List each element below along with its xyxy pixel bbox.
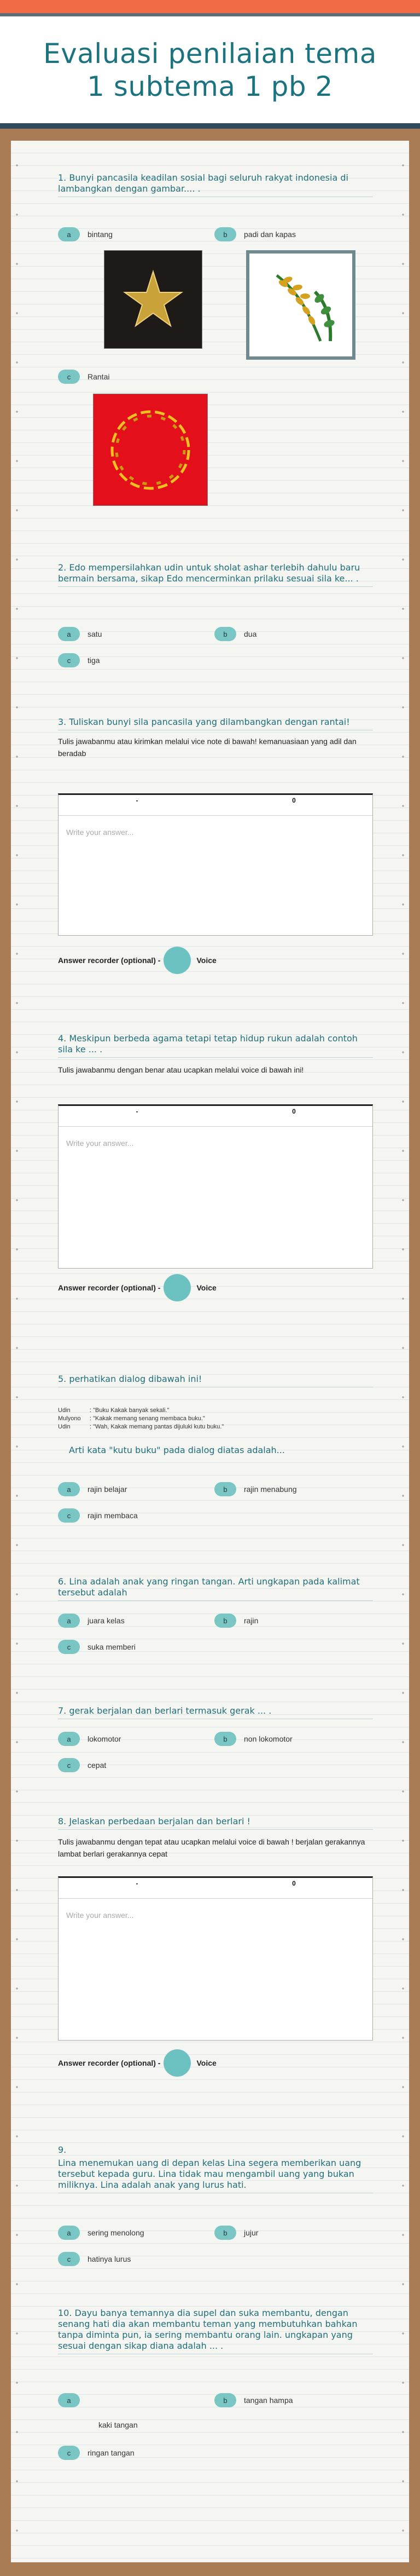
- star-image: [104, 250, 202, 349]
- record-button[interactable]: [164, 947, 191, 974]
- q7-option-b[interactable]: [214, 1732, 293, 1746]
- page-title: Evaluasi penilaian tema 1 subtema 1 pb 2: [43, 37, 377, 102]
- option-letter: a: [58, 1732, 80, 1746]
- question-6: [58, 1576, 373, 1601]
- option-letter: a: [58, 2393, 80, 2407]
- option-letter: a: [58, 1482, 80, 1496]
- question-5-text: 5. perhatikan dialog dibawah ini!: [58, 1374, 373, 1387]
- dialog-line-3: Udin : "Wah, Kakak memang pantas dijuluki kutu buku.": [58, 1423, 224, 1430]
- q10-option-c[interactable]: [58, 2446, 135, 2460]
- answer-box-4[interactable]: [58, 1104, 373, 1269]
- q6-option-c[interactable]: [58, 1640, 136, 1654]
- option-letter: c: [58, 1640, 80, 1654]
- option-letter: b: [214, 1482, 236, 1496]
- option-letter: a: [58, 227, 80, 241]
- question-4-instruction: Tulis jawabanmu dengan benar atau ucapkan melalui voice di bawah ini!: [58, 1065, 304, 1074]
- record-button[interactable]: [164, 1274, 191, 1301]
- option-text: tiga: [88, 656, 100, 665]
- q1-option-c[interactable]: [58, 370, 109, 384]
- chain-image: [93, 394, 208, 506]
- option-letter: c: [58, 1758, 80, 1772]
- option-text: rajin menabung: [244, 1485, 297, 1494]
- answer-placeholder: Write your answer...: [66, 1911, 134, 1920]
- question-2-text: 2. Edo mempersilahkan udin untuk sholat ashar terlebih dahulu baru bermain bersama, sikap Edo mencerminkan prilaku sesuai sila ke... .: [58, 562, 373, 587]
- option-letter: a: [58, 1613, 80, 1628]
- q9-option-a[interactable]: [58, 2226, 144, 2240]
- q2-option-a[interactable]: [58, 627, 102, 641]
- option-text: tangan hampa: [244, 2396, 293, 2405]
- option-letter: c: [58, 1508, 80, 1523]
- option-text: padi dan kapas: [244, 230, 296, 239]
- question-9-number: 9.: [58, 2145, 67, 2155]
- question-9: [58, 2145, 373, 2193]
- star-icon: [104, 251, 202, 348]
- option-text: jujur: [244, 2228, 259, 2237]
- record-button[interactable]: [164, 2049, 191, 2077]
- option-text: lokomotor: [88, 1734, 121, 1743]
- question-1: [58, 172, 373, 197]
- option-letter: c: [58, 370, 80, 384]
- option-letter: a: [58, 627, 80, 641]
- answer-recorder-3: Answer recorder (optional) - Voice: [58, 947, 217, 974]
- q1-option-b[interactable]: [214, 227, 296, 241]
- q10-option-a[interactable]: [58, 2393, 88, 2407]
- question-8-instruction: Tulis jawabanmu dengan tepat atau ucapkan melalui voice di bawah ! berjalan gerakannya lambat berlari gerakannya cepat: [58, 1837, 365, 1858]
- question-5-subtext: Arti kata "kutu buku" pada dialog diatas adalah...: [69, 1445, 285, 1455]
- q6-option-a[interactable]: [58, 1613, 125, 1628]
- chain-icon: [94, 394, 207, 505]
- answer-recorder-4: Answer recorder (optional) - Voice: [58, 1274, 217, 1301]
- option-text: satu: [88, 630, 102, 638]
- answer-box-3[interactable]: [58, 793, 373, 936]
- option-letter: b: [214, 2226, 236, 2240]
- answer-box-header: - 0: [59, 1106, 372, 1127]
- question-8-text: 8. Jelaskan perbedaan berjalan dan berlari !: [58, 1816, 373, 1830]
- question-2: [58, 562, 373, 587]
- question-10: [58, 2308, 373, 2354]
- option-text: rajin: [244, 1616, 259, 1625]
- q9-option-c[interactable]: [58, 2252, 131, 2266]
- q7-option-c[interactable]: [58, 1758, 106, 1772]
- option-letter: c: [58, 653, 80, 667]
- rice-cotton-icon: [249, 253, 352, 356]
- option-text: sering menolong: [88, 2228, 144, 2237]
- header: [0, 16, 420, 129]
- option-text: dua: [244, 630, 257, 638]
- answer-placeholder: Write your answer...: [66, 828, 134, 837]
- option-text: suka memberi: [88, 1643, 136, 1651]
- question-4: [58, 1033, 373, 1292]
- question-4-text: 4. Meskipun berbeda agama tetapi tetap hidup rukun adalah contoh sila ke ... .: [58, 1033, 373, 1058]
- question-1-text: 1. Bunyi pancasila keadilan sosial bagi seluruh rakyat indonesia di lambangkan dengan gambar.... .: [58, 172, 373, 197]
- answer-recorder-8: Answer recorder (optional) - Voice: [58, 2049, 217, 2077]
- q2-option-c[interactable]: [58, 653, 100, 667]
- question-10-text: 10. Dayu banya temannya dia supel dan suka membantu, dengan senang hati dia akan membantu teman yang membutuhkan bahkan tanpa diminta pun, ia sering membantu orang lain. ungkapan yang sesuai dengan sikap diana adalah ... .: [58, 2308, 373, 2354]
- q5-option-c[interactable]: [58, 1508, 138, 1523]
- option-text: ringan tangan: [88, 2448, 135, 2457]
- question-7: [58, 1705, 373, 1719]
- option-letter: b: [214, 627, 236, 641]
- question-3-instruction: Tulis jawabanmu atau kirimkan melalui vice note di bawah! kemanuasiaan yang adil dan beradab: [58, 737, 357, 758]
- option-text: juara kelas: [88, 1616, 125, 1625]
- paper-dots-left: [15, 141, 19, 2562]
- option-letter: b: [214, 1613, 236, 1628]
- answer-box-8[interactable]: [58, 1876, 373, 2041]
- option-text: cepat: [88, 1761, 107, 1770]
- dialog-line-1: Udin : "Buku Kakak banyak sekali.": [58, 1407, 170, 1414]
- question-9-text: Lina menemukan uang di depan kelas Lina segera memberikan uang tersebut kepada guru. Lina tidak mau mengambil uang yang bukan miliknya. Lina adalah anak yang lurus hati.: [58, 2158, 373, 2193]
- question-5: [58, 1374, 373, 1455]
- dialog-line-2: Mulyono : "Kakak memang senang membaca buku.": [58, 1415, 205, 1422]
- answer-box-header: - 0: [59, 795, 372, 816]
- q10-option-a-text[interactable]: kaki tangan: [98, 2421, 138, 2429]
- question-6-text: 6. Lina adalah anak yang ringan tangan. Arti ungkapan pada kalimat tersebut adalah: [58, 1576, 373, 1601]
- q9-option-b[interactable]: [214, 2226, 258, 2240]
- option-letter: b: [214, 2393, 236, 2407]
- option-letter: b: [214, 1732, 236, 1746]
- q6-option-b[interactable]: [214, 1613, 258, 1628]
- question-3-text: 3. Tuliskan bunyi sila pancasila yang dilambangkan dengan rantai!: [58, 717, 373, 730]
- dialog-box: [58, 1407, 228, 1431]
- option-letter: b: [214, 227, 236, 241]
- option-letter: c: [58, 2252, 80, 2266]
- option-text: non lokomotor: [244, 1734, 293, 1743]
- question-7-text: 7. gerak berjalan dan berlari termasuk gerak ... .: [58, 1705, 373, 1719]
- q10-option-b[interactable]: [214, 2393, 293, 2407]
- q7-option-a[interactable]: [58, 1732, 121, 1746]
- option-text: Rantai: [88, 372, 110, 381]
- q1-option-a[interactable]: [58, 227, 113, 241]
- question-3: [58, 717, 373, 965]
- option-text: bintang: [88, 230, 113, 239]
- paper-dots-right: [401, 141, 405, 2562]
- option-text: hatinya lurus: [88, 2255, 131, 2263]
- answer-box-header: - 0: [59, 1878, 372, 1899]
- quiz-paper: [11, 141, 409, 2562]
- option-letter: c: [58, 2446, 80, 2460]
- rice-cotton-image: [246, 250, 355, 360]
- option-text: rajin membaca: [88, 1511, 138, 1520]
- q5-option-a[interactable]: [58, 1482, 127, 1496]
- q2-option-b[interactable]: [214, 627, 256, 641]
- option-letter: a: [58, 2226, 80, 2240]
- top-strip: [0, 0, 420, 16]
- answer-placeholder: Write your answer...: [66, 1139, 134, 1148]
- q5-option-b[interactable]: [214, 1482, 297, 1496]
- option-text: rajin belajar: [88, 1485, 127, 1494]
- question-8: [58, 1816, 373, 2067]
